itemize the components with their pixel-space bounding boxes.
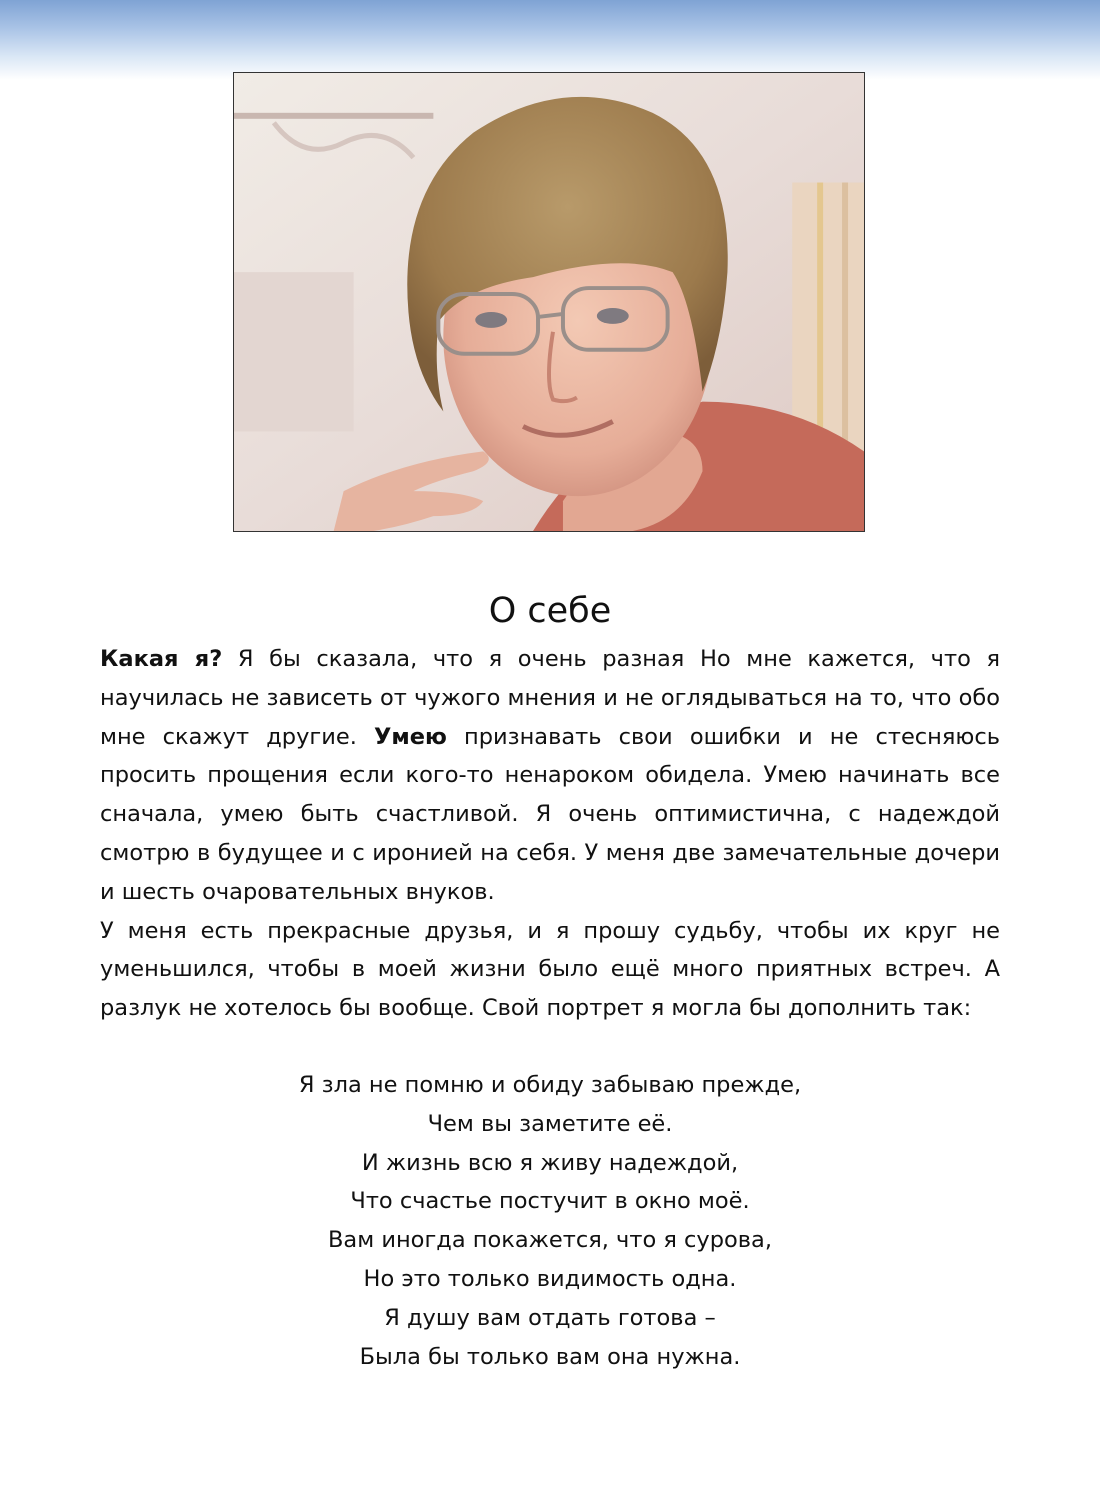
header-gradient-band	[0, 0, 1100, 80]
poem-line: Чем вы заметите её.	[427, 1110, 673, 1137]
poem-line: Вам иногда покажется, что я сурова,	[328, 1227, 772, 1254]
about-text-b: признавать свои ошибки и не стесняюсь просить прощения если кого-то ненароком обидела. Умею начинать все сначала, умею быть счастливой. Я очень оптимистична, с надеждой смотрю в будущее и с иронией на себя. У меня две замечательные дочери и шесть очаровательных внуков.	[100, 723, 1000, 905]
about-paragraph-1	[100, 640, 1000, 912]
about-text	[100, 640, 1000, 1028]
poem-line: И жизнь всю я живу надеждой,	[361, 1149, 739, 1176]
about-text-a: Я бы сказала, что я очень разная Но мне кажется, что я научилась не зависеть от чужого мнения и не оглядываться на то, что обо мне скажут другие.	[100, 646, 1000, 750]
page-title: О себе	[488, 591, 612, 631]
portrait-photo	[233, 72, 865, 532]
poem-line: Но это только видимость одна.	[363, 1265, 737, 1292]
poem-line: Была бы только вам она нужна.	[359, 1343, 741, 1370]
lead-bold: Какая я?	[100, 646, 223, 672]
poem-line: Я душу вам отдать готова –	[384, 1304, 716, 1331]
poem	[100, 1066, 1000, 1376]
about-paragraph-2: У меня есть прекрасные друзья, и я прошу судьбу, чтобы их круг не уменьшился, чтобы в моей жизни было ещё много приятных встреч. А разлук не хотелось бы вообще. Свой портрет я могла бы дополнить так:	[100, 917, 1000, 1022]
poem-line: Я зла не помню и обиду забываю прежде,	[298, 1072, 802, 1098]
mid-bold: Умею	[374, 723, 447, 750]
poem-line: Что счастье постучит в окно моё.	[350, 1188, 750, 1215]
